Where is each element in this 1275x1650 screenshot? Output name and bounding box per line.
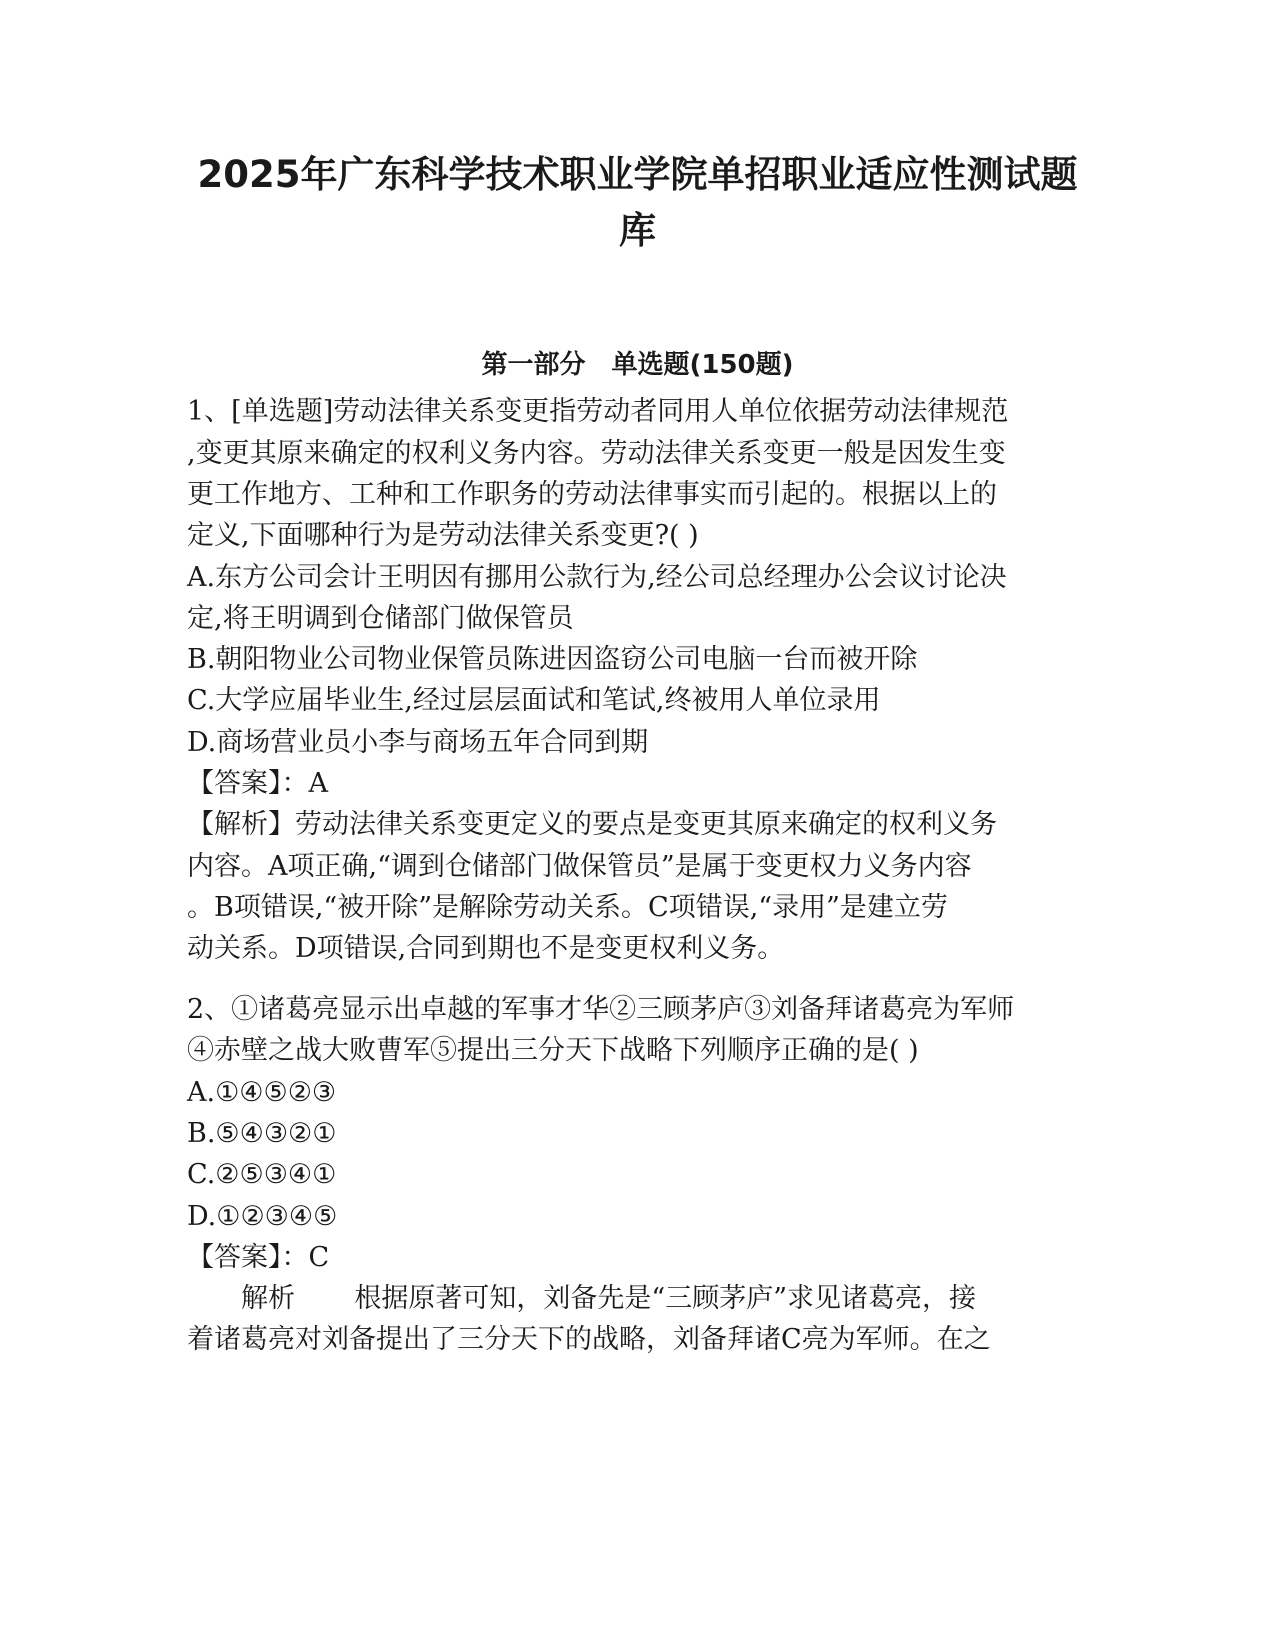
q1-option-a: A.东方公司会计王明因有挪用公款行为,经公司总经理办公会议讨论决 bbox=[187, 562, 1007, 593]
q1-stem-line: 定义,下面哪种行为是劳动法律关系变更?( ) bbox=[187, 520, 699, 551]
q2-option-b: B.⑤④③②① bbox=[187, 1118, 337, 1149]
q2-stem-line: 2、①诸葛亮显示出卓越的军事才华②三顾茅庐③刘备拜诸葛亮为军师 bbox=[187, 994, 1015, 1025]
q2-answer: 【答案】：C bbox=[187, 1242, 330, 1273]
q1-stem-line: ,变更其原来确定的权利义务内容。劳动法律关系变更一般是因发生变 bbox=[187, 438, 1006, 469]
q2-option-a: A.①④⑤②③ bbox=[187, 1077, 337, 1108]
q1-option-b: B.朝阳物业公司物业保管员陈进因盗窃公司电脑一台而被开除 bbox=[187, 644, 918, 675]
q1-option-c: C.大学应届毕业生,经过层层面试和笔试,终被用人单位录用 bbox=[187, 685, 881, 716]
q1-option-d: D.商场营业员小李与商场五年合同到期 bbox=[187, 727, 649, 758]
document-title-line-1: 2025年广东科学技术职业学院单招职业适应性测试题 bbox=[197, 153, 1078, 196]
q1-analysis-line: 【解析】劳动法律关系变更定义的要点是变更其原来确定的权利义务 bbox=[187, 809, 997, 840]
q1-option-a-cont: 定,将王明调到仓储部门做保管员 bbox=[187, 603, 574, 634]
document-title-line-2: 库 bbox=[619, 209, 656, 252]
section-heading: 第一部分 单选题(150题) bbox=[481, 350, 794, 380]
q1-stem-line: 1、[单选题]劳动法律关系变更指劳动者同用人单位依据劳动法律规范 bbox=[187, 396, 1009, 427]
q1-analysis-line: 动关系。D项错误,合同到期也不是变更权利义务。 bbox=[187, 933, 785, 964]
q2-analysis-line: 着诸葛亮对刘备提出了三分天下的战略，刘备拜诸C亮为军师。在之 bbox=[187, 1324, 991, 1355]
q2-analysis-first-line bbox=[241, 1285, 976, 1312]
q1-analysis-line: 。B项错误,“被开除”是解除劳动关系。C项错误,“录用”是建立劳 bbox=[187, 892, 948, 923]
q1-analysis-line: 内容。A项正确,“调到仓储部门做保管员”是属于变更权力义务内容 bbox=[187, 851, 972, 882]
q2-option-d: D.①②③④⑤ bbox=[187, 1201, 338, 1232]
q1-answer: 【答案】：A bbox=[187, 768, 328, 799]
q2-option-c: C.②⑤③④① bbox=[187, 1159, 337, 1190]
q2-analysis-label: 解析 bbox=[241, 1283, 295, 1314]
q2-analysis-text: 根据原著可知，刘备先是“三顾茅庐”求见诸葛亮，接 bbox=[354, 1283, 976, 1314]
q1-stem-line: 更工作地方、工种和工作职务的劳动法律事实而引起的。根据以上的 bbox=[187, 479, 997, 510]
q2-stem-line: ④赤壁之战大败曹军⑤提出三分天下战略下列顺序正确的是( ) bbox=[187, 1035, 919, 1066]
